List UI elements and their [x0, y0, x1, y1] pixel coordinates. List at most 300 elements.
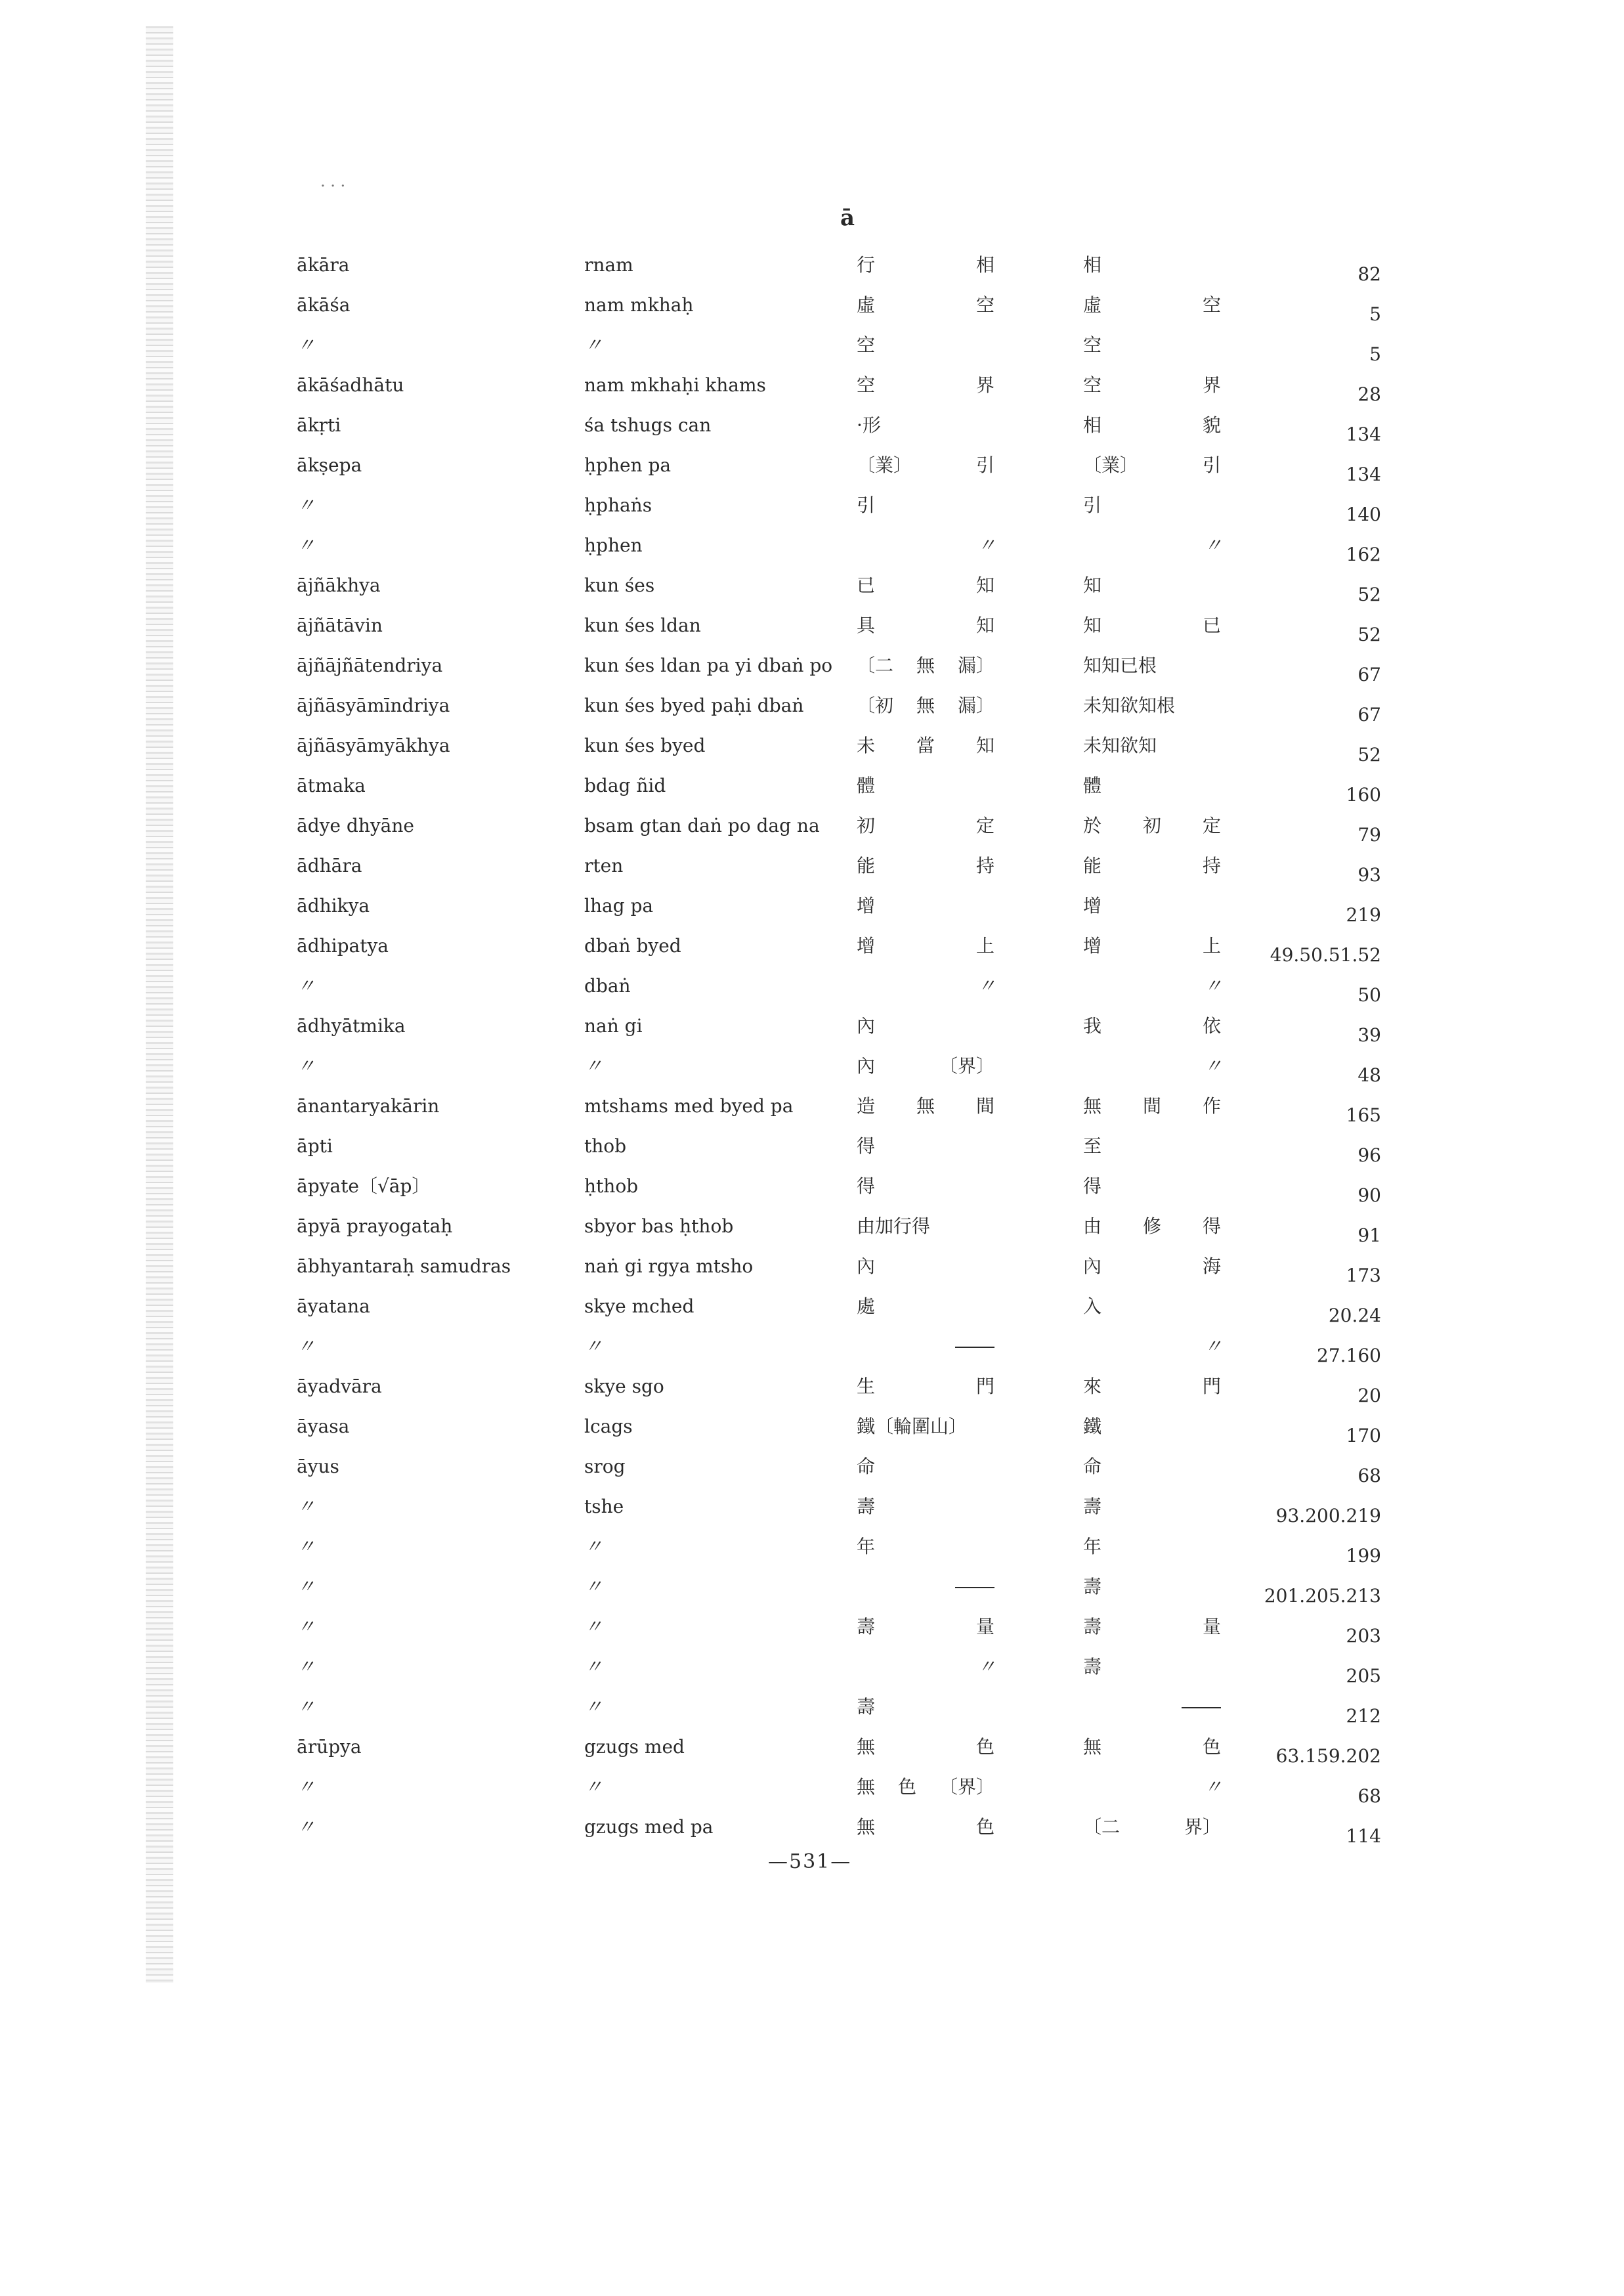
chinese-term-2 — [1083, 613, 1221, 639]
chinese-term-1 — [857, 452, 994, 479]
page-reference: 48 — [1357, 1064, 1381, 1086]
chinese-term-1 — [857, 1414, 994, 1440]
tibetan-term: ḥphaṅs — [584, 494, 652, 516]
page-reference: 160 — [1346, 784, 1381, 806]
chinese-term-2 — [1083, 573, 1221, 599]
table-row — [0, 933, 1624, 973]
chinese-term-1 — [857, 893, 994, 919]
tibetan-term: 〃 — [584, 1055, 602, 1077]
chinese-term-part: 〔初 — [857, 695, 894, 716]
chinese-term-part: 漏〕 — [957, 655, 994, 676]
tibetan-term: 〃 — [584, 1576, 602, 1597]
table-row — [0, 1053, 1624, 1093]
page-reference: 134 — [1346, 464, 1381, 485]
page-reference: 203 — [1346, 1625, 1381, 1647]
sanskrit-term: ādhyātmika — [297, 1015, 406, 1037]
chinese-term-2 — [1083, 452, 1221, 479]
chinese-term-part: 得 — [1202, 1215, 1221, 1237]
chinese-term-part: 無 — [1083, 1736, 1102, 1758]
chinese-term-part: 內 — [1083, 1255, 1102, 1277]
table-row — [0, 1133, 1624, 1173]
tibetan-term: nam mkhaḥi khams — [584, 374, 766, 396]
sanskrit-term: ākṛti — [297, 414, 341, 436]
chinese-term-1 — [857, 973, 994, 999]
page-reference: 93.200.219 — [1275, 1505, 1381, 1527]
chinese-term-1 — [857, 412, 994, 439]
chinese-term-1 — [857, 653, 994, 679]
chinese-term-part: 門 — [975, 1375, 994, 1397]
chinese-term-part: 壽 — [1083, 1656, 1102, 1678]
chinese-term-1 — [857, 933, 994, 959]
chinese-term-part: 〃 — [1203, 1055, 1221, 1077]
chinese-term-part: 無 — [857, 1816, 876, 1838]
page-reference: 27.160 — [1317, 1345, 1381, 1366]
chinese-term-1 — [857, 1374, 994, 1400]
tibetan-term: kun śes byed paḥi dbaṅ — [584, 695, 804, 716]
chinese-term-part: 界 — [975, 374, 994, 396]
chinese-term-1 — [857, 1614, 994, 1640]
chinese-term-part: 命 — [857, 1456, 876, 1477]
chinese-term-part: 色 — [975, 1736, 994, 1758]
chinese-term-2 — [1083, 853, 1221, 879]
chinese-term-part: 〔業〕 — [1083, 454, 1139, 476]
sanskrit-term: 〃 — [297, 1616, 314, 1637]
dash-mark — [1182, 1707, 1221, 1708]
page-reference: 20.24 — [1328, 1305, 1381, 1326]
page-reference: 20 — [1357, 1385, 1381, 1406]
chinese-term-part: 得 — [857, 1135, 876, 1157]
sanskrit-term: āyatana — [297, 1295, 370, 1317]
table-row — [0, 1774, 1624, 1814]
chinese-term-part: 具 — [857, 615, 876, 636]
chinese-term-1 — [857, 1814, 994, 1840]
sanskrit-term: 〃 — [297, 975, 314, 997]
chinese-term-part: 得 — [1083, 1175, 1102, 1197]
page-reference: 49.50.51.52 — [1270, 944, 1381, 966]
chinese-term-2 — [1083, 1534, 1221, 1560]
chinese-term-part: 空 — [1202, 294, 1221, 316]
page-number: —531— — [768, 1850, 852, 1873]
chinese-term-2 — [1083, 252, 1221, 278]
chinese-term-part: 於 — [1083, 815, 1102, 836]
table-row — [0, 853, 1624, 893]
sanskrit-term: ādhikya — [297, 895, 370, 917]
sanskrit-term: ākāra — [297, 254, 350, 276]
chinese-term-part: 空 — [1083, 334, 1102, 356]
chinese-term-part: 初 — [1142, 815, 1161, 836]
chinese-term-1 — [857, 613, 994, 639]
chinese-term-part: 命 — [1083, 1456, 1102, 1477]
chinese-term-part: 貌 — [1202, 414, 1221, 436]
chinese-term-1 — [857, 1534, 994, 1560]
chinese-term-2 — [1083, 1574, 1221, 1600]
chinese-term-2 — [1083, 1253, 1221, 1280]
chinese-term-2 — [1083, 1093, 1221, 1119]
page-reference: 5 — [1369, 303, 1381, 325]
tibetan-term: nam mkhaḥ — [584, 294, 694, 316]
table-row — [0, 292, 1624, 332]
chinese-term-1 — [857, 1093, 994, 1119]
chinese-term-part: 〃 — [977, 534, 994, 556]
tibetan-term: skye mched — [584, 1295, 694, 1317]
sanskrit-term: 〃 — [297, 1496, 314, 1517]
page-reference: 199 — [1346, 1545, 1381, 1567]
tibetan-term: 〃 — [584, 1536, 602, 1557]
chinese-term-2 — [1083, 1454, 1221, 1480]
tibetan-term: kun śes — [584, 574, 655, 596]
tibetan-term: gzugs med — [584, 1736, 685, 1758]
sanskrit-term: 〃 — [297, 1816, 314, 1838]
chinese-term-part: 定 — [1202, 815, 1221, 836]
chinese-term-2 — [1083, 1774, 1221, 1800]
chinese-term-part: 內 — [857, 1055, 876, 1077]
page-reference: 39 — [1357, 1024, 1381, 1046]
chinese-term-part: 〃 — [977, 1656, 994, 1678]
chinese-term-part: 界〕 — [1184, 1816, 1221, 1838]
page-reference: 140 — [1346, 504, 1381, 525]
page-reference: 52 — [1357, 584, 1381, 605]
page-reference: 68 — [1357, 1785, 1381, 1807]
chinese-term-1 — [857, 532, 994, 559]
page-reference: 79 — [1357, 824, 1381, 846]
chinese-term-part: 增 — [1083, 895, 1102, 917]
table-row — [0, 332, 1624, 372]
chinese-term-1 — [857, 1173, 994, 1200]
chinese-term-part: 色 — [975, 1816, 994, 1838]
tibetan-term: dbaṅ — [584, 975, 631, 997]
corner-dots: . . . — [320, 172, 346, 190]
tibetan-term: bdag ñid — [584, 775, 666, 796]
tibetan-term: ḥphen — [584, 534, 643, 556]
tibetan-term: lhag pa — [584, 895, 654, 917]
chinese-term-part: 內 — [857, 1255, 876, 1277]
table-row — [0, 1173, 1624, 1213]
chinese-term-part: 相 — [1083, 254, 1102, 276]
chinese-term-1 — [857, 492, 994, 519]
chinese-term-2 — [1083, 1414, 1221, 1440]
glossary-table — [0, 252, 1624, 1854]
page-reference: 201.205.213 — [1264, 1585, 1381, 1607]
sanskrit-term: āyadvāra — [297, 1375, 382, 1397]
table-row — [0, 693, 1624, 733]
tibetan-term: sbyor bas ḥthob — [584, 1215, 734, 1237]
chinese-term-2 — [1083, 1614, 1221, 1640]
chinese-term-part: 〔業〕 — [857, 454, 912, 476]
table-row — [0, 1814, 1624, 1854]
chinese-term-part: 修 — [1142, 1215, 1161, 1237]
sanskrit-term: āpyate〔√āp〕 — [297, 1175, 431, 1197]
chinese-term-2 — [1083, 1173, 1221, 1200]
chinese-term-part: 〃 — [1203, 534, 1221, 556]
page-reference: 67 — [1357, 704, 1381, 726]
chinese-term-2 — [1083, 1814, 1221, 1840]
tibetan-term: mtshams med byed pa — [584, 1095, 794, 1117]
tibetan-term: rten — [584, 855, 624, 877]
chinese-term-part: 虛 — [1083, 294, 1102, 316]
chinese-term-part: 量 — [1202, 1616, 1221, 1637]
chinese-term-1 — [857, 573, 994, 599]
sanskrit-term: ājñāsyāmyākhya — [297, 735, 450, 756]
chinese-term-part: 至 — [1083, 1135, 1102, 1157]
chinese-term-part: 作 — [1202, 1095, 1221, 1117]
chinese-term-1 — [857, 813, 994, 839]
sanskrit-term: 〃 — [297, 494, 314, 516]
page-reference: 50 — [1357, 984, 1381, 1006]
chinese-term-2 — [1083, 412, 1221, 439]
sanskrit-term: ājñājñātendriya — [297, 655, 443, 676]
chinese-term-part: 引 — [975, 454, 994, 476]
chinese-term-part: 壽 — [1083, 1576, 1102, 1597]
chinese-term-1 — [857, 1574, 994, 1588]
tibetan-term: dbaṅ byed — [584, 935, 681, 957]
page-reference: 96 — [1357, 1144, 1381, 1166]
table-row — [0, 532, 1624, 573]
chinese-term-2 — [1083, 1213, 1221, 1240]
chinese-term-part: 未知欲知根 — [1083, 695, 1176, 716]
chinese-term-part: 上 — [1202, 935, 1221, 957]
chinese-term-1 — [857, 332, 994, 358]
table-row — [0, 1454, 1624, 1494]
chinese-term-2 — [1083, 332, 1221, 358]
chinese-term-2 — [1083, 1333, 1221, 1360]
chinese-term-1 — [857, 1694, 994, 1720]
chinese-term-part: 〔界〕 — [939, 1776, 994, 1798]
sanskrit-term: ānantaryakārin — [297, 1095, 440, 1117]
chinese-term-part: 我 — [1083, 1015, 1102, 1037]
tibetan-term: kun śes ldan pa yi dbaṅ po — [584, 655, 833, 676]
chinese-term-2 — [1083, 773, 1221, 799]
page-reference: 162 — [1346, 544, 1381, 565]
chinese-term-part: 壽 — [1083, 1496, 1102, 1517]
sanskrit-term: āpti — [297, 1135, 333, 1157]
chinese-term-2 — [1083, 693, 1221, 719]
table-row — [0, 1093, 1624, 1133]
tibetan-term: ḥthob — [584, 1175, 639, 1197]
tibetan-term: naṅ gi rgya mtsho — [584, 1255, 754, 1277]
chinese-term-part: 引 — [1083, 494, 1102, 516]
chinese-term-part: 行 — [857, 254, 876, 276]
chinese-term-1 — [857, 252, 994, 278]
chinese-term-part: 相 — [1083, 414, 1102, 436]
chinese-term-part: 體 — [857, 775, 876, 796]
tibetan-term: 〃 — [584, 1656, 602, 1678]
tibetan-term: srog — [584, 1456, 626, 1477]
chinese-term-part: 體 — [1083, 775, 1102, 796]
chinese-term-1 — [857, 773, 994, 799]
chinese-term-part: 持 — [975, 855, 994, 877]
chinese-term-2 — [1083, 1654, 1221, 1680]
table-row — [0, 1293, 1624, 1333]
chinese-term-part: 空 — [1083, 374, 1102, 396]
chinese-term-part: 生 — [857, 1375, 876, 1397]
chinese-term-part: 得 — [857, 1175, 876, 1197]
chinese-term-part: 量 — [975, 1616, 994, 1637]
sanskrit-term: 〃 — [297, 1536, 314, 1557]
chinese-term-2 — [1083, 653, 1221, 679]
tibetan-term: 〃 — [584, 1776, 602, 1798]
chinese-term-part: 〔二 — [1083, 1816, 1121, 1838]
table-row — [0, 1694, 1624, 1734]
chinese-term-2 — [1083, 893, 1221, 919]
chinese-term-1 — [857, 1293, 994, 1320]
tibetan-term: 〃 — [584, 334, 602, 356]
chinese-term-2 — [1083, 1013, 1221, 1039]
chinese-term-part: 當 — [916, 735, 935, 756]
chinese-term-1 — [857, 1333, 994, 1348]
dash-mark — [955, 1587, 994, 1588]
chinese-term-part: 無 — [916, 655, 935, 676]
chinese-term-part: 由加行得 — [857, 1215, 931, 1237]
sanskrit-term: ādhipatya — [297, 935, 389, 957]
page-reference: 28 — [1357, 383, 1381, 405]
chinese-term-part: 已 — [1202, 615, 1221, 636]
chinese-term-part: 間 — [1142, 1095, 1161, 1117]
chinese-term-part: 空 — [857, 334, 876, 356]
chinese-term-part: 引 — [1202, 454, 1221, 476]
table-row — [0, 1534, 1624, 1574]
chinese-term-part: 知 — [975, 615, 994, 636]
chinese-term-part: 空 — [857, 374, 876, 396]
chinese-term-part: 已 — [857, 574, 876, 596]
page-reference: 68 — [1357, 1465, 1381, 1486]
sanskrit-term: āyus — [297, 1456, 339, 1477]
tibetan-term: kun śes byed — [584, 735, 706, 756]
chinese-term-part: 〔二 — [857, 655, 894, 676]
chinese-term-part: 年 — [857, 1536, 876, 1557]
table-row — [0, 973, 1624, 1013]
tibetan-term: skye sgo — [584, 1375, 664, 1397]
chinese-term-1 — [857, 1053, 994, 1079]
chinese-term-1 — [857, 1654, 994, 1680]
page-reference: 114 — [1346, 1825, 1381, 1847]
sanskrit-term: ābhyantaraḥ samudras — [297, 1255, 511, 1277]
chinese-term-part: 初 — [857, 815, 876, 836]
chinese-term-part: 無 — [1083, 1095, 1102, 1117]
page-reference: 91 — [1357, 1224, 1381, 1246]
table-row — [0, 1374, 1624, 1414]
tibetan-term: 〃 — [584, 1335, 602, 1357]
chinese-term-1 — [857, 1213, 994, 1240]
page-reference: 93 — [1357, 864, 1381, 886]
sanskrit-term: ājñāsyāmīndriya — [297, 695, 450, 716]
tibetan-term: kun śes ldan — [584, 615, 701, 636]
page-reference: 67 — [1357, 664, 1381, 685]
tibetan-term: lcags — [584, 1416, 633, 1437]
sanskrit-term: ājñākhya — [297, 574, 381, 596]
chinese-term-part: 未知欲知 — [1083, 735, 1157, 756]
chinese-term-part: 能 — [857, 855, 876, 877]
chinese-term-part: 來 — [1083, 1375, 1102, 1397]
chinese-term-part: ·形 — [857, 414, 881, 436]
page-reference: 82 — [1357, 263, 1381, 285]
chinese-term-2 — [1083, 1293, 1221, 1320]
page-reference: 219 — [1346, 904, 1381, 926]
table-row — [0, 893, 1624, 933]
sanskrit-term: 〃 — [297, 1055, 314, 1077]
table-row — [0, 733, 1624, 773]
chinese-term-part: 壽 — [857, 1496, 876, 1517]
chinese-term-2 — [1083, 1734, 1221, 1760]
sanskrit-term: ākāśa — [297, 294, 351, 316]
chinese-term-part: 未 — [857, 735, 876, 756]
tibetan-term: bsam gtan daṅ po dag na — [584, 815, 820, 836]
chinese-term-2 — [1083, 973, 1221, 999]
tibetan-term: 〃 — [584, 1696, 602, 1718]
chinese-term-part: 處 — [857, 1295, 876, 1317]
chinese-term-part: 〔界〕 — [939, 1055, 994, 1077]
chinese-term-part: 無 — [916, 1095, 935, 1117]
table-row — [0, 813, 1624, 853]
chinese-term-part: 知知已根 — [1083, 655, 1157, 676]
tibetan-term: thob — [584, 1135, 627, 1157]
page-reference: 173 — [1346, 1265, 1381, 1286]
tibetan-term: ḥphen pa — [584, 454, 672, 476]
page-reference: 205 — [1346, 1665, 1381, 1687]
table-row — [0, 1213, 1624, 1253]
chinese-term-part: 能 — [1083, 855, 1102, 877]
page-reference: 5 — [1369, 343, 1381, 365]
sanskrit-term: ādye dhyāne — [297, 815, 414, 836]
chinese-term-2 — [1083, 492, 1221, 519]
chinese-term-2 — [1083, 1053, 1221, 1079]
page-reference: 170 — [1346, 1425, 1381, 1446]
tibetan-term: naṅ gi — [584, 1015, 643, 1037]
chinese-term-part: 〃 — [1203, 1335, 1221, 1357]
page-reference: 52 — [1357, 744, 1381, 766]
sanskrit-term: ākāśadhātu — [297, 374, 404, 396]
chinese-term-part: 知 — [1083, 615, 1102, 636]
sanskrit-term: 〃 — [297, 1696, 314, 1718]
chinese-term-part: 門 — [1202, 1375, 1221, 1397]
sanskrit-term: 〃 — [297, 1576, 314, 1597]
chinese-term-1 — [857, 1013, 994, 1039]
table-row — [0, 1574, 1624, 1614]
chinese-term-part: 色 — [897, 1776, 916, 1798]
chinese-term-2 — [1083, 1494, 1221, 1520]
tibetan-term: śa tshugs can — [584, 414, 712, 436]
chinese-term-part: 無 — [857, 1736, 876, 1758]
table-row — [0, 773, 1624, 813]
chinese-term-part: 無 — [916, 695, 935, 716]
chinese-term-1 — [857, 1734, 994, 1760]
chinese-term-1 — [857, 693, 994, 719]
sanskrit-term: 〃 — [297, 1776, 314, 1798]
chinese-term-part: 入 — [1083, 1295, 1102, 1317]
sanskrit-term: ākṣepa — [297, 454, 362, 476]
page-reference: 212 — [1346, 1705, 1381, 1727]
chinese-term-2 — [1083, 292, 1221, 318]
table-row — [0, 1333, 1624, 1374]
chinese-term-part: 持 — [1202, 855, 1221, 877]
sanskrit-term: 〃 — [297, 334, 314, 356]
chinese-term-part: 定 — [975, 815, 994, 836]
sanskrit-term: 〃 — [297, 1656, 314, 1678]
sanskrit-term: ājñātāvin — [297, 615, 383, 636]
chinese-term-part: 鐵〔輪圍山〕 — [857, 1416, 968, 1437]
chinese-term-1 — [857, 372, 994, 399]
chinese-term-part: 知 — [975, 735, 994, 756]
chinese-term-part: 造 — [857, 1095, 876, 1117]
dash-mark — [955, 1347, 994, 1348]
table-row — [0, 1013, 1624, 1053]
table-row — [0, 252, 1624, 292]
chinese-term-part: 〃 — [1203, 1776, 1221, 1798]
table-row — [0, 573, 1624, 613]
table-row — [0, 1614, 1624, 1654]
table-row — [0, 452, 1624, 492]
chinese-term-1 — [857, 1454, 994, 1480]
chinese-term-2 — [1083, 1694, 1221, 1708]
